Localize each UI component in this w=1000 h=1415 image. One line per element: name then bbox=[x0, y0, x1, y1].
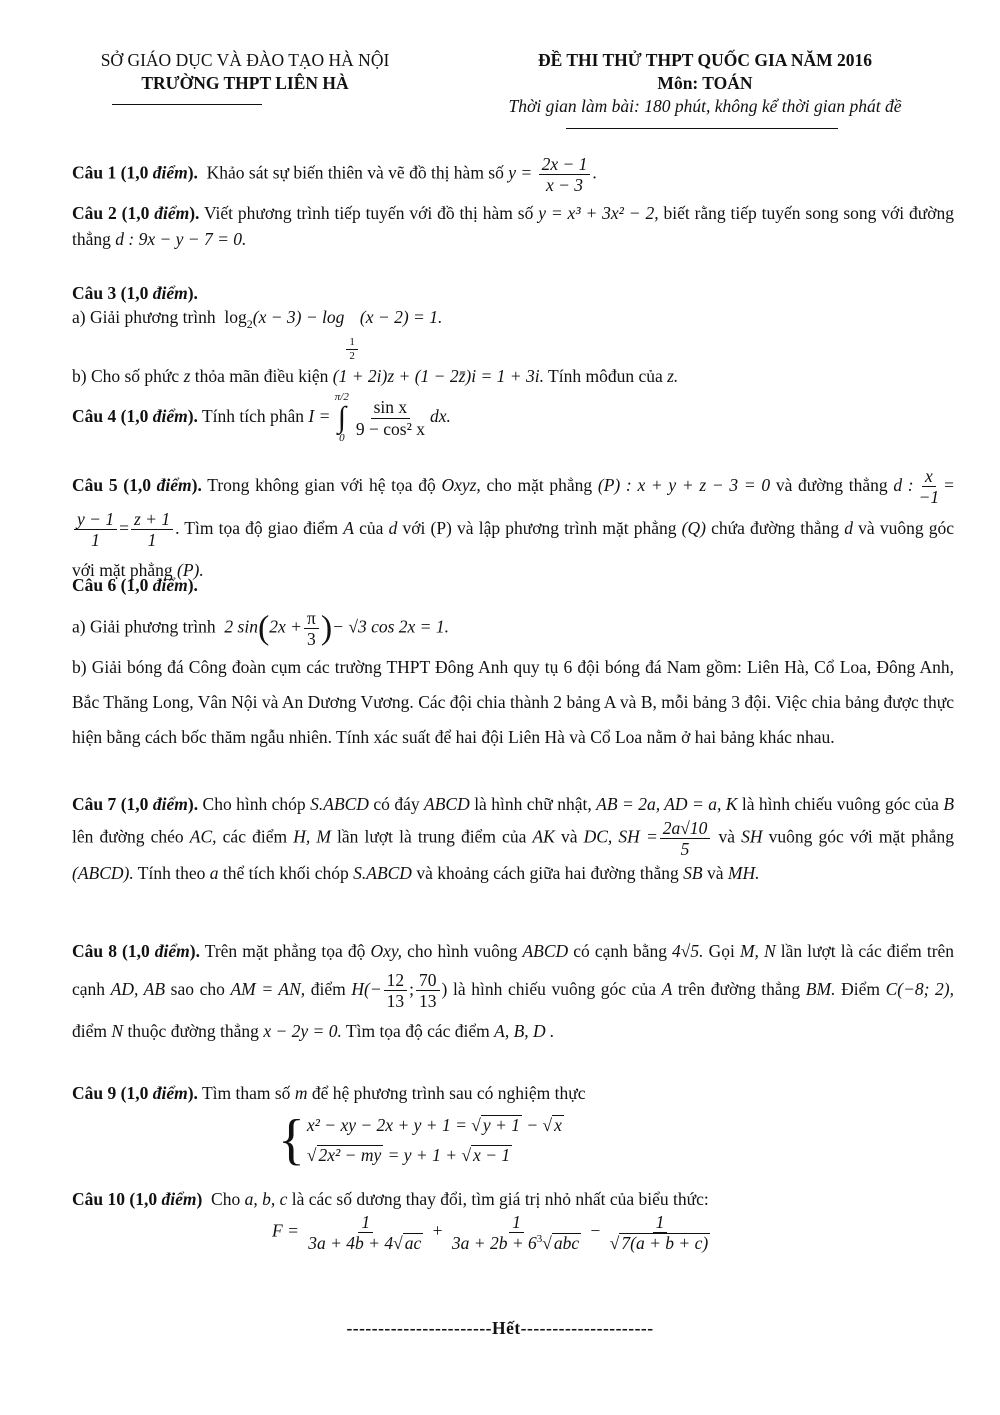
expression-F: F = $\frac{1}{3a + 4b + 4√ ac}$ + $\frac{1}{3a + 2b + 6^3√ abc}$ − $\frac{1}{√ 7(a + b + c)}$ bbox=[272, 1212, 709, 1254]
time-note: Thời gian làm bài: 180 phút, không kể thời gian phát đề bbox=[508, 96, 902, 116]
question-6: Câu 6 (1,0 điểm). bbox=[72, 575, 198, 595]
question-10: Câu 10 (1,0 điểm) Cho a, b, c là các số dương thay đổi, tìm giá trị nhỏ nhất của biểu thức: bbox=[72, 1189, 709, 1209]
header-right-rule bbox=[566, 128, 838, 129]
equation-system: { x² − xy − 2x + y + 1 = √ y + 1 − √ x √ 2x² − my = y + 1 + √ x − 1 bbox=[278, 1109, 562, 1171]
question-6b: b) Giải bóng đá Công đoàn cụm các trường THPT Đông Anh quy tụ 6 đội bóng đá Nam gồm: Liên Hà, Cổ Loa, Đông Anh, Bắc Thăng Long, Vân Nội và An Dương Vương. Các đội chia thành 2 bảng A và B, mỗi bảng 3 đội. Việc chia bảng được thực hiện bằng cách bốc thăm ngẫu nhiên. Tính xác suất để hai đội Liên Hà và Cổ Loa nằm ở hai bảng khác nhau. bbox=[72, 657, 954, 747]
question-3: Câu 3 (1,0 điểm). bbox=[72, 283, 198, 303]
question-4: Câu 4 (1,0 điểm). Tính tích phân I = π/2 ∫ 0 $\frac{\text{sin x}}{\text{9 − cos² x}}$ dx. bbox=[72, 391, 451, 444]
question-3b: b) Cho số phức z thỏa mãn điều kiện (1 + 2i)z + (1 − 2z̄)i = 1 + 3i. Tính môđun của z. bbox=[72, 366, 679, 386]
question-9: Câu 9 (1,0 điểm). Tìm tham số m để hệ phương trình sau có nghiệm thực bbox=[72, 1083, 586, 1103]
question-3a: a) Giải phương trình $\log_2(x - 3) - \log$ $\frac{1}{2}$ (x − 2) = 1. bbox=[72, 307, 443, 362]
subject: Môn: TOÁN bbox=[657, 73, 753, 93]
question-1: Câu 1 (1,0 điểm). Khảo sát sự biến thiên và vẽ đồ thị hàm số y = $\frac{2x - 1}{x - 3}$ . bbox=[72, 154, 597, 196]
question-6a: a) Giải phương trình 2 sin(2x + $\frac{\pi}{3}$ )− √3 cos 2x = 1. bbox=[72, 608, 449, 650]
question-8: Câu 8 (1,0 điểm). Trên mặt phẳng tọa độ Oxy, cho hình vuông ABCD có cạnh bằng 4√5. Gọi M, N lần lượt là các điểm trên cạnh AD, AB sao cho AM = AN, điểm H(− $\frac{12}{13}$ ; $\frac{70}{13}$ ) là hình chiếu vuông góc của A trên đường thẳng BM. Điểm C(−8; 2), điểm N thuộc đường thẳng x − 2y = 0. Tìm tọa độ các điểm A, B, D . bbox=[72, 941, 955, 1041]
department-name: SỞ GIÁO DỤC VÀ ĐÀO TẠO HÀ NỘI bbox=[100, 50, 390, 70]
exam-title: ĐỀ THI THỬ THPT QUỐC GIA NĂM 2016 bbox=[537, 50, 872, 70]
question-5: Câu 5 (1,0 điểm). Trong không gian với hệ tọa độ Oxyz, cho mặt phẳng (P) : x + y + z − 3 = 0 và đường thẳng d : $\frac{x}{-1}$ = $\frac{y - 1}{1}$ = $\frac{z + 1}{1}$ . Tìm tọa độ giao điểm A của d với (P) và lập phương trình mặt phẳng (Q) chứa đường thẳng d và vuông góc với mặt phẳng (P). bbox=[72, 466, 955, 581]
question-2: Câu 2 (1,0 điểm). Viết phương trình tiếp tuyến với đồ thị hàm số y = x³ + 3x² − 2, biết rằng tiếp tuyến song song với đường thẳng d : 9x − y − 7 = 0. bbox=[72, 203, 954, 249]
end-marker: -----------------------Hết--------------------- bbox=[346, 1318, 654, 1338]
school-name: TRƯỜNG THPT LIÊN HÀ bbox=[141, 73, 349, 93]
question-7: Câu 7 (1,0 điểm). Cho hình chóp S.ABCD có đáy ABCD là hình chữ nhật, AB = 2a, AD = a, K là hình chiếu vuông góc của B lên đường chéo AC, các điểm H, M lần lượt là trung điểm của AK và DC, SH = $\frac{2a√10}{5}$ và SH vuông góc với mặt phẳng (ABCD). Tính theo a thể tích khối chóp S.ABCD và khoảng cách giữa hai đường thẳng SB và MH. bbox=[72, 794, 955, 884]
header-left-rule bbox=[112, 104, 262, 105]
